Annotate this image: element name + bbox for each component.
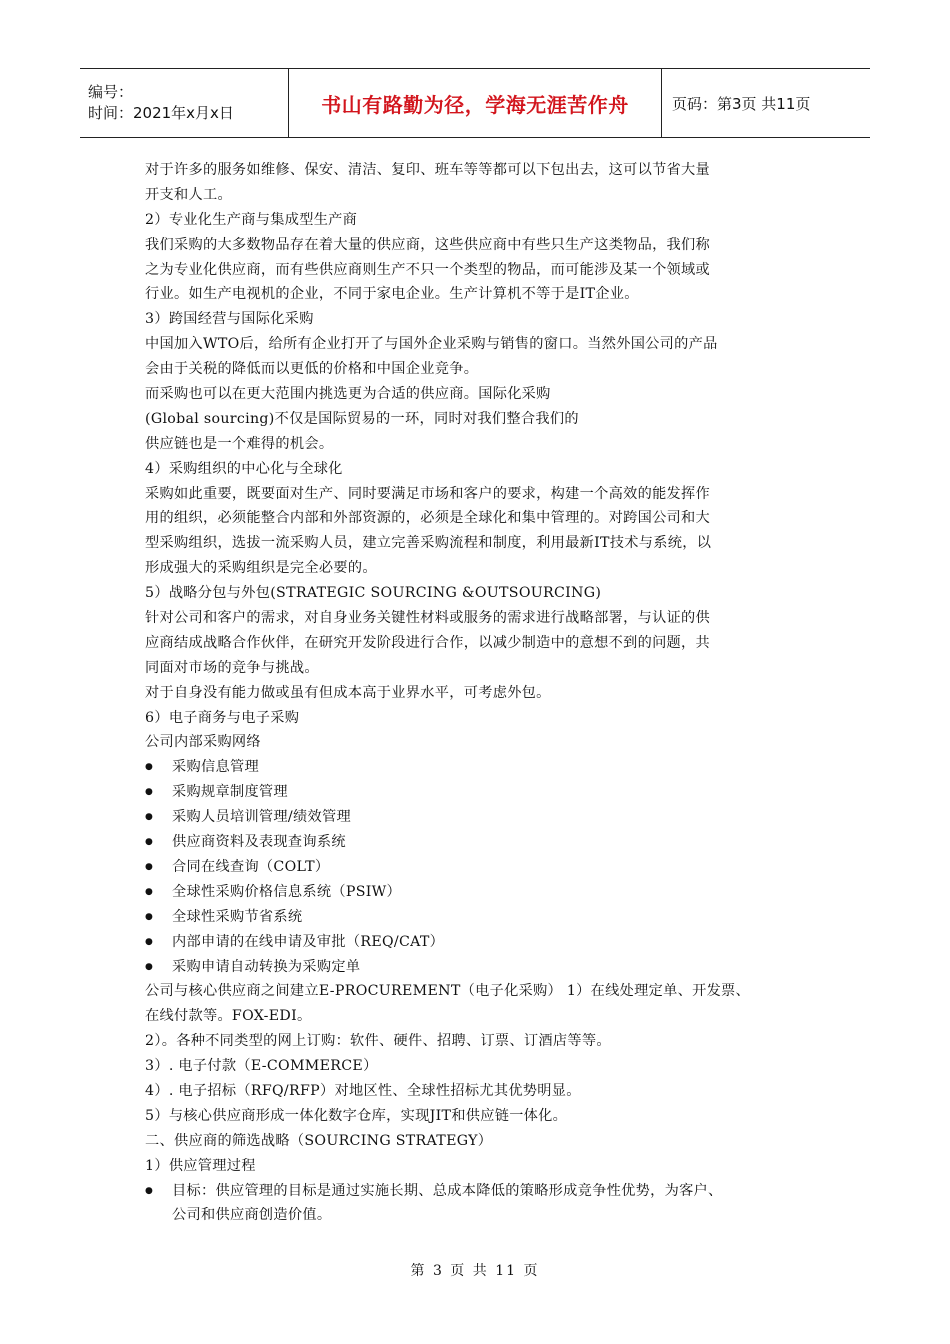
list-item: ● 全球性采购节省系统: [145, 905, 825, 930]
section-heading: 3）跨国经营与国际化采购: [145, 311, 314, 328]
text-line: 之为专业化供应商，而有些供应商则生产不只一个类型的物品，而可能涉及某一个领域或: [145, 261, 711, 278]
list-item: ● 合同在线查询（COLT）: [145, 855, 825, 880]
page-footer: 第 3 页 共 11 页: [410, 1263, 540, 1279]
list-item: ● 供应商资料及表现查询系统: [145, 830, 825, 855]
text-line: 4）. 电子招标（RFQ/RFP）对地区性、全球性招标尤其优势明显。: [145, 1082, 581, 1099]
text-line: 中国加入WTO后，给所有企业打开了与国外企业采购与销售的窗口。当然外国公司的产品: [145, 336, 718, 353]
text-line: 采购如此重要，既要面对生产、同时要满足市场和客户的要求，构建一个高效的能发挥作: [145, 485, 711, 502]
text-line: 同面对市场的竞争与挑战。: [145, 659, 319, 676]
text-line: 形成强大的采购组织是完全必要的。: [145, 560, 377, 577]
header-page: [662, 69, 870, 137]
text-line: 行业。如生产电视机的企业，不同于家电企业。生产计算机不等于是IT企业。: [145, 286, 639, 303]
header-motto: [289, 69, 662, 137]
text-line: 公司内部采购网络: [145, 734, 261, 751]
list-item: ● 采购申请自动转换为采购定单: [145, 955, 825, 980]
text-line: (Global sourcing)不仅是国际贸易的一环，同时对我们整合我们的: [145, 410, 579, 427]
text-line: 针对公司和客户的需求，对自身业务关键性材料或服务的需求进行战略部署，与认证的供: [145, 610, 711, 627]
text-line: 而采购也可以在更大范围内挑选更为合适的供应商。国际化采购: [145, 386, 551, 403]
page-header: [80, 68, 870, 138]
section-heading: 2）专业化生产商与集成型生产商: [145, 211, 358, 228]
section-heading: 二、供应商的筛选战略（SOURCING STRATEGY）: [145, 1132, 493, 1149]
section-heading: 6）电子商务与电子采购: [145, 709, 300, 726]
document-body: [145, 158, 825, 1228]
list-item: ● 全球性采购价格信息系统（PSIW）: [145, 880, 825, 905]
text-line: 应商结成战略合作伙伴，在研究开发阶段进行合作，以减少制造中的意想不到的问题，共: [145, 634, 711, 651]
text-line: 用的组织，必须能整合内部和外部资源的，必须是全球化和集中管理的。对跨国公司和大: [145, 510, 711, 527]
text-line: 会由于关税的降低而以更低的价格和中国企业竞争。: [145, 361, 479, 378]
text-line: 5）与核心供应商形成一体化数字仓库，实现JIT和供应链一体化。: [145, 1107, 568, 1124]
text-line: 型采购组织，选拔一流采购人员，建立完善采购流程和制度，利用最新IT技术与系统，以: [145, 535, 712, 552]
list-item: ● 内部申请的在线申请及审批（REQ/CAT）: [145, 930, 825, 955]
page-label: 页码：第3页 共11页: [672, 94, 811, 113]
header-meta: [80, 69, 289, 137]
section-heading: 5）战略分包与外包(STRATEGIC SOURCING &OUTSOURCING): [145, 585, 602, 602]
text-line: 在线付款等。FOX-EDI。: [145, 1008, 312, 1025]
text-line: 我们采购的大多数物品存在着大量的供应商，这些供应商中有些只生产这类物品，我们称: [145, 236, 711, 253]
section-heading: 4）采购组织的中心化与全球化: [145, 460, 343, 477]
section-heading: 1）供应管理过程: [145, 1157, 256, 1174]
number-label: 编号：: [88, 83, 134, 101]
text-line: 供应链也是一个难得的机会。: [145, 435, 334, 452]
list-item-continuation: 公司和供应商创造价值。: [172, 1207, 332, 1224]
time-label: 时间：2021年x月x日: [88, 104, 234, 122]
text-line: 对于自身没有能力做或虽有但成本高于业界水平，可考虑外包。: [145, 684, 551, 701]
list-item: ● 采购规章制度管理: [145, 780, 825, 805]
list-item: ● 采购信息管理: [145, 755, 825, 780]
text-line: 3）. 电子付款（E-COMMERCE）: [145, 1058, 378, 1075]
text-line: 开支和人工。: [145, 186, 232, 203]
text-line: 2）。各种不同类型的网上订购：软件、硬件、招聘、订票、订酒店等等。: [145, 1033, 611, 1050]
motto-text: 书山有路勤为径，学海无涯苦作舟: [321, 92, 629, 117]
list-item: ● 目标：供应管理的目标是通过实施长期、总成本降低的策略形成竞争性优势，为客户、: [145, 1179, 825, 1204]
text-line: 对于许多的服务如维修、保安、清洁、复印、班车等等都可以下包出去，这可以节省大量: [145, 162, 711, 178]
text-line: 公司与核心供应商之间建立E-PROCUREMENT（电子化采购） 1）在线处理定单、开发票、: [145, 983, 751, 1000]
list-item: ● 采购人员培训管理/绩效管理: [145, 805, 825, 830]
